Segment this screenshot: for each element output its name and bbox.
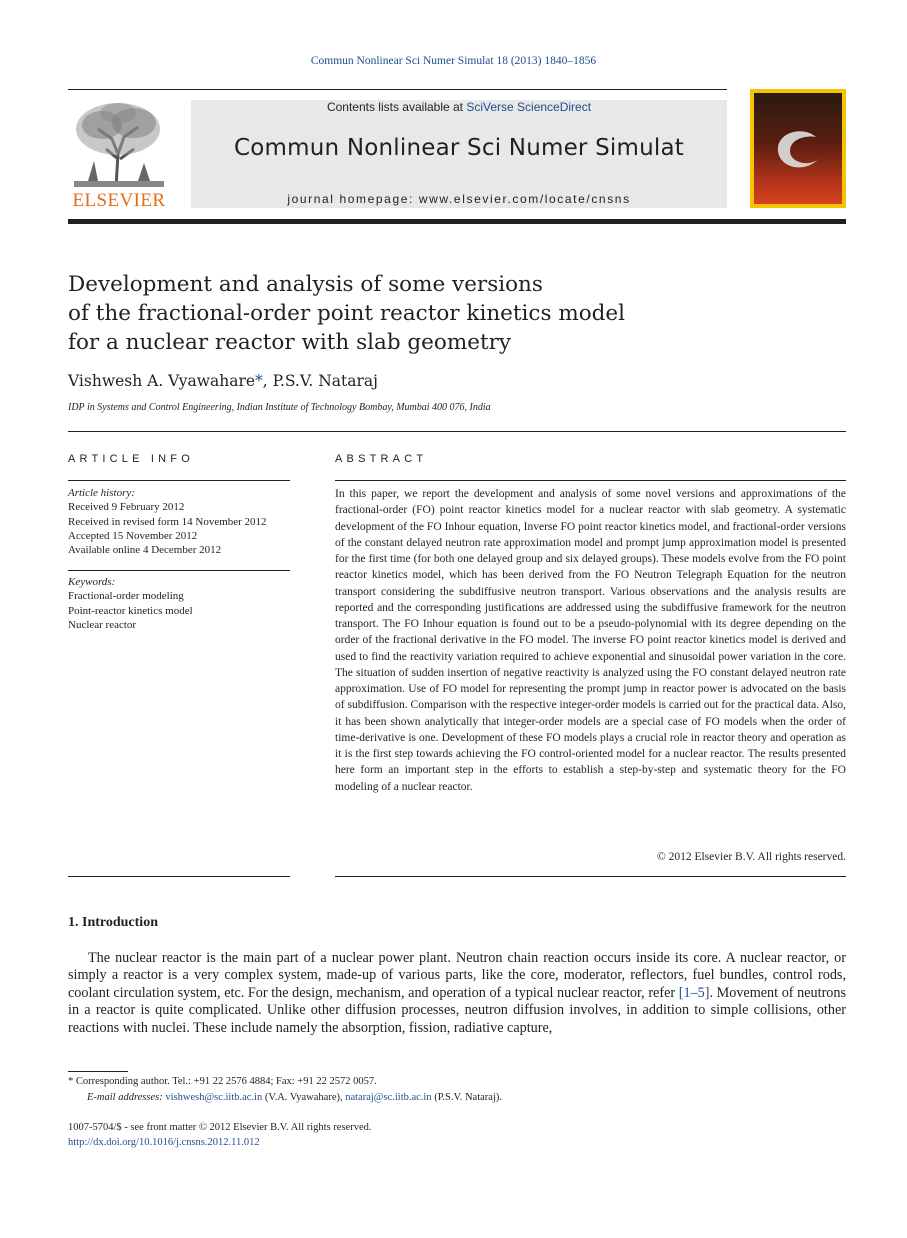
abstract-heading: ABSTRACT — [335, 453, 428, 465]
doi-link[interactable]: http://dx.doi.org/10.1016/j.cnsns.2012.11.012 — [68, 1137, 260, 1148]
article-info-bottom-rule — [68, 876, 290, 877]
intro-text: . Movement of neutrons in a reactor is quite complicated. Unlike other diffusion processes, neutron diffusion involves, in addition to simple collisions, other reactions with nuclei. These include namely the absorption, fission, radiative capture, — [68, 984, 847, 1036]
article-info-rule — [68, 570, 290, 571]
journal-citation[interactable]: Commun Nonlinear Sci Numer Simulat 18 (2013) 1840–1856 — [310, 55, 597, 67]
section-heading-introduction: 1. Introduction — [68, 915, 158, 930]
intro-text: The nuclear reactor is the main part of a nuclear power plant. Neutron chain reaction occurs inside its core. A nuclear reactor, or simply a reactor is a very complex system, made-up of various parts, like the core, moderator, reflectors, fuel bundles, control rods, coolant circulation system, etc. For the design, mechanism, and operation of a typical nuclear reactor, refer — [68, 950, 846, 1001]
history-item: Received in revised form 14 November 2012 — [68, 515, 267, 528]
title-line: of the fractional-order point reactor kinetics model — [68, 301, 626, 326]
keyword: Nuclear reactor — [68, 618, 137, 631]
author-name: Vishwesh A. Vyawahare — [68, 372, 256, 390]
title-line: Development and analysis of some versions — [68, 272, 543, 297]
front-matter: 1007-5704/$ - see front matter © 2012 Elsevier B.V. All rights reserved. — [68, 1122, 372, 1133]
email-owner: (V.A. Vyawahare), — [262, 1092, 346, 1103]
article-title — [68, 270, 688, 357]
keywords-label: Keywords: — [68, 576, 116, 588]
sciencedirect-link[interactable]: SciVerse ScienceDirect — [466, 100, 592, 114]
introduction-paragraph — [68, 950, 846, 1037]
keywords — [68, 575, 193, 632]
footnote-rule — [68, 1071, 128, 1072]
header-thick-rule — [68, 219, 846, 224]
article-info-heading: ARTICLE INFO — [68, 453, 194, 465]
corresponding-author-footnote: * Corresponding author. Tel.: +91 22 2576 4884; Fax: +91 22 2572 0057. — [68, 1076, 377, 1087]
abstract-text: In this paper, we report the development and analysis of some novel versions and approximations of the fractional-order (FO) point reactor kinetics model for a nuclear reactor with slab geometry. A systematic development of the FO Inhour equation, Inverse FO point reactor kinetics model, and fractional-order versions of the constant delayed neutron rate approximation model and prompt jump approximation model is presented for the first time (for both one delayed group and six delayed groups). These models evolve from the FO point reactor kinetics model, which has been derived from the FO Neutron Telegraph Equation for the neutron transport considering the subdiffusive neutron transport. Various observations and the analysis results are reported and the corresponding justifications are addressed using the subdiffusive framework for the neutron transport. The FO Inhour equation is found out to be a pseudo-polynomial with its degree depending on the order of the fractional derivative in the FO model. The inverse FO point reactor kinetics model is derived and used to find the reactivity variation required to achieve exponential and sinusoidal power variation in the core. The situation of sudden insertion of negative reactivity is analyzed using the FO constant delayed neutron rate approximation. Use of FO model for representing the prompt jump in reactor power is advocated on the basis of subdiffusion. Comparison with the respective integer-order models is carried out for the practical data. Also, it has been shown analytically that integer-order models are a special case of FO models when the order of time-derivative is one. Development of these FO models plays a crucial role in reactor theory and operation as it is the first step towards achieving the FO control-oriented model for a nuclear reactor. The results presented here form an important step in the efforts to establish a step-by-step and systematic theory for the FO modeling of a nuclear reactor. — [335, 488, 846, 793]
history-item: Accepted 15 November 2012 — [68, 529, 198, 542]
history-label: Article history: — [68, 487, 135, 499]
email-label: E-mail addresses: — [87, 1092, 163, 1103]
email-owner: (P.S.V. Nataraj). — [431, 1092, 502, 1103]
title-line: for a nuclear reactor with slab geometry — [68, 330, 512, 355]
elsevier-wordmark[interactable]: ELSEVIER — [72, 190, 166, 211]
email-link[interactable]: vishwesh@sc.iitb.ac.in — [165, 1092, 263, 1103]
history-item: Received 9 February 2012 — [68, 501, 185, 514]
author-name: , P.S.V. Nataraj — [262, 372, 378, 390]
journal-homepage[interactable]: journal homepage: www.elsevier.com/locate/cnsns — [287, 192, 631, 206]
corresponding-author-mark[interactable]: * — [255, 372, 263, 390]
cover-swirl-icon — [754, 93, 842, 204]
citation-link[interactable]: [1–5] — [678, 984, 710, 1001]
section-rule — [68, 431, 846, 432]
abstract-copyright: © 2012 Elsevier B.V. All rights reserved. — [657, 851, 846, 863]
article-history — [68, 486, 267, 557]
header-rule — [68, 89, 727, 90]
keyword: Fractional-order modeling — [68, 590, 184, 603]
contents-line — [191, 100, 727, 114]
email-link[interactable]: nataraj@sc.iitb.ac.in — [345, 1092, 432, 1103]
journal-cover-art — [754, 93, 842, 204]
abstract-bottom-rule — [335, 876, 846, 877]
abstract-rule — [335, 480, 846, 481]
journal-name: Commun Nonlinear Sci Numer Simulat — [234, 135, 684, 161]
article-info-rule — [68, 480, 290, 481]
keyword: Point-reactor kinetics model — [68, 604, 193, 617]
history-item: Available online 4 December 2012 — [68, 544, 222, 557]
email-footnote — [87, 1092, 502, 1103]
affiliation: IDP in Systems and Control Engineering, Indian Institute of Technology Bombay, Mumbai 400 076, India — [68, 402, 491, 413]
contents-prefix: Contents lists available at — [326, 100, 467, 114]
author-list — [68, 372, 378, 390]
